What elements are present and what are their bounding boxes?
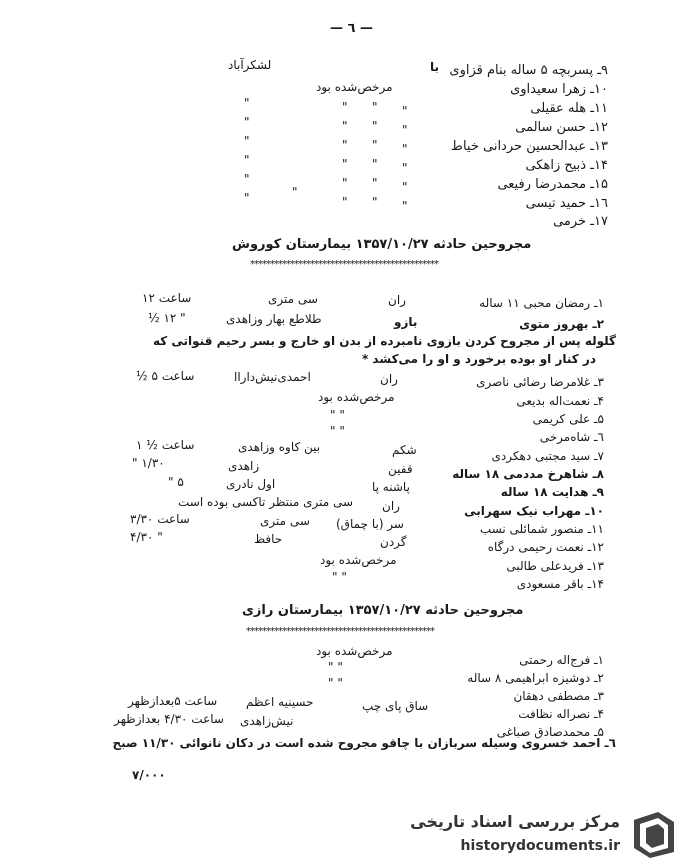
section2-stars: *********************************************** bbox=[250, 259, 438, 270]
watermark-title: مرکز بررسی اسناد تاریخی bbox=[410, 812, 620, 831]
table-row-name: ۸ـ شاهرخ مددمی ۱۸ ساله bbox=[452, 467, 604, 481]
table-row-name: ۴ـ نعمت‌اله بدیعی bbox=[516, 394, 604, 408]
ditto-mark: " bbox=[372, 138, 378, 152]
table-row-weapon: طلاطع بهار وزاهدی bbox=[226, 312, 322, 326]
ditto-mark: " bbox=[402, 142, 408, 156]
table-row-name: ۱ـ فرج‌اله رحمتی bbox=[519, 653, 604, 667]
table-row-name: ۳ـ غلامرضا رضائی ناصری bbox=[476, 375, 604, 389]
watermark-url: historydocuments.ir bbox=[460, 838, 620, 854]
ditto-mark: " bbox=[342, 138, 348, 152]
table-row-name: ۱۳ـ فریدعلی طالبی bbox=[506, 559, 604, 573]
table-row-injury: پاشنه پا bbox=[372, 480, 410, 494]
list-item: ۹ـ پسربچه ۵ ساله بنام قزاوی bbox=[449, 63, 608, 78]
table-row-injury: " " bbox=[330, 408, 345, 422]
list-item: ۱۰ـ زهرا سعیداوی bbox=[510, 82, 608, 97]
table-row-injury: بازو bbox=[394, 315, 418, 329]
table-row-time: ساعت ½ ۱ bbox=[136, 438, 195, 452]
table-row-injury: سر (با چماق) bbox=[336, 517, 404, 531]
column-label-village: لشکرآباد bbox=[228, 58, 272, 72]
ditto-mark: " bbox=[292, 185, 298, 199]
ditto-mark: " bbox=[244, 134, 250, 148]
table-row-name: ۲ـ دوشیزه ابراهیمی ۸ ساله bbox=[467, 671, 604, 685]
list-item: ۱۴ـ ذبیح زاهکی bbox=[525, 158, 608, 173]
list-item: ۱٦ـ حمید تیسی bbox=[525, 196, 608, 211]
table-row-name: ٦ـ شاه‌مرخی bbox=[539, 430, 604, 444]
ditto-mark: " bbox=[244, 115, 250, 129]
table-row-name: ۱۲ـ نعمت رحیمی درگاه bbox=[487, 540, 604, 554]
column-label-discharged: مرخص‌شده بود bbox=[316, 80, 393, 94]
table-row-time: " ۴/۳۰ bbox=[130, 530, 163, 544]
table-row-injury: مرخص‌شده بود bbox=[320, 553, 397, 567]
ditto-mark: " bbox=[342, 195, 348, 209]
ditto-mark: " bbox=[342, 119, 348, 133]
table-row-injury: " " bbox=[328, 660, 343, 674]
table-row-time: ساعت ۱۲ bbox=[142, 291, 192, 305]
ditto-mark: " bbox=[372, 176, 378, 190]
ditto-mark: " bbox=[342, 176, 348, 190]
section3-stars: *********************************************** bbox=[246, 626, 434, 637]
section3-title: مجروحین حادثه ۱۳۵۷/۱۰/۲۷ بیمارستان رازی bbox=[242, 603, 524, 618]
ditto-mark: " bbox=[402, 180, 408, 194]
table-row-injury: گردن bbox=[380, 535, 407, 549]
table-row-injury: ران bbox=[388, 293, 406, 307]
table-row-injury: " " bbox=[330, 424, 345, 438]
table-row-note: در کنار او بوده برخورد و او را می‌کشد * bbox=[361, 352, 596, 366]
heading-mark: با bbox=[430, 60, 440, 74]
table-row-note: ٦ـ احمد خسروی وسیله سربازان با چاقو مجروح شده است در دکان نانوائی ۱۱/۳۰ صبح bbox=[112, 736, 616, 750]
table-row-injury: شکم bbox=[392, 443, 417, 457]
list-item: ۱۷ـ خرمی bbox=[553, 214, 608, 229]
table-row-name: ۲ـ بهروز متوی bbox=[519, 317, 604, 331]
table-row-name: ۷ـ سید مجتبی دهکردی bbox=[491, 449, 604, 463]
table-row-name: ۵ـ علی کریمی bbox=[532, 412, 604, 426]
list-item: ۱۱ـ هله عقیلی bbox=[530, 101, 608, 116]
table-row-name: ۱۰ـ مهراب نیک سهرابی bbox=[464, 504, 604, 518]
table-row-weapon: سی متری bbox=[268, 292, 318, 306]
table-row-name: ۴ـ نصراله نظافت bbox=[518, 707, 604, 721]
table-row-name: ۱ـ رمضان محبی ۱۱ ساله bbox=[479, 296, 604, 310]
table-row-note: گلوله پس از مجروح کردن بازوی نامبرده از بدن او خارج و بسر رحیم قنواتی که bbox=[152, 334, 616, 348]
table-row-injury: ران bbox=[380, 372, 398, 386]
footer-number: ۷/۰۰۰ bbox=[132, 768, 166, 782]
ditto-mark: " bbox=[402, 104, 408, 118]
table-row-name: ۳ـ مصطفی دهقان bbox=[513, 689, 604, 703]
table-row-name: ۱۱ـ منصور شمائلی نسب bbox=[479, 522, 604, 536]
ditto-mark: " bbox=[372, 100, 378, 114]
table-row-injury: مرخص‌شده بود bbox=[318, 390, 395, 404]
watermark bbox=[410, 806, 680, 862]
table-row-injury: مرخص‌شده بود bbox=[316, 644, 393, 658]
table-row-weapon: سی متری bbox=[260, 514, 310, 528]
table-row-time: ساعت ۵بعدازظهر bbox=[128, 694, 218, 708]
ditto-mark: " bbox=[244, 96, 250, 110]
table-row-weapon: سی متری منتظر تاکسی بوده است bbox=[178, 495, 354, 509]
table-row-name: ۵ـ محمدصادق صباغی bbox=[496, 725, 604, 739]
table-row-name: ۹ـ هدایت ۱۸ ساله bbox=[500, 485, 604, 499]
table-row-injury: ساق پای چپ bbox=[362, 699, 429, 713]
ditto-mark: " bbox=[244, 172, 250, 186]
page-number: — ٦ — bbox=[330, 21, 373, 36]
table-row-time: " ۱/۳۰ bbox=[132, 456, 165, 470]
ditto-mark: " bbox=[244, 191, 250, 205]
table-row-time: ساعت ۳/۳۰ bbox=[130, 512, 190, 526]
list-item: ۱۲ـ حسن سالمی bbox=[515, 120, 608, 135]
archive-book-icon bbox=[628, 808, 680, 860]
ditto-mark: " bbox=[402, 199, 408, 213]
ditto-mark: " bbox=[372, 195, 378, 209]
table-row-weapon: نیش‌زاهدی bbox=[240, 714, 294, 728]
table-row-weapon: بین کاوه وزاهدی bbox=[238, 440, 321, 454]
list-item: ۱۵ـ محمدرضا رفیعی bbox=[497, 177, 608, 192]
section2-title: مجروحین حادثه ۱۳۵۷/۱۰/۲۷ بیمارستان کوروش bbox=[232, 237, 532, 252]
table-row-weapon: اول نادری bbox=[226, 477, 276, 491]
ditto-mark: " bbox=[402, 123, 408, 137]
table-row-injury: " " bbox=[332, 570, 347, 584]
ditto-mark: " bbox=[342, 157, 348, 171]
table-row-injury: " " bbox=[328, 676, 343, 690]
table-row-weapon: احمدی‌نیش‌داراا bbox=[234, 370, 311, 384]
table-row-time: ساعت ۵ ½ bbox=[136, 369, 195, 383]
table-row-time: " ۱۲ ½ bbox=[148, 311, 186, 325]
table-row-weapon: حافظ bbox=[254, 532, 283, 546]
ditto-mark: " bbox=[244, 153, 250, 167]
table-row-injury: قفین bbox=[388, 462, 413, 476]
ditto-mark: " bbox=[372, 157, 378, 171]
table-row-time: ساعت ۴/۳۰ بعدازظهر bbox=[114, 712, 224, 726]
table-row-injury: ران bbox=[382, 499, 400, 513]
ditto-mark: " bbox=[402, 161, 408, 175]
table-row-name: ۱۴ـ باقر مسعودی bbox=[516, 577, 604, 591]
ditto-mark: " bbox=[372, 119, 378, 133]
table-row-weapon: حسینیه اعظم bbox=[246, 695, 314, 709]
table-row-weapon: زاهدی bbox=[228, 459, 260, 473]
list-item: ۱۳ـ عبدالحسین حردانی خیاط bbox=[450, 139, 608, 154]
ditto-mark: " bbox=[342, 100, 348, 114]
table-row-time: " ۵ bbox=[168, 475, 184, 489]
